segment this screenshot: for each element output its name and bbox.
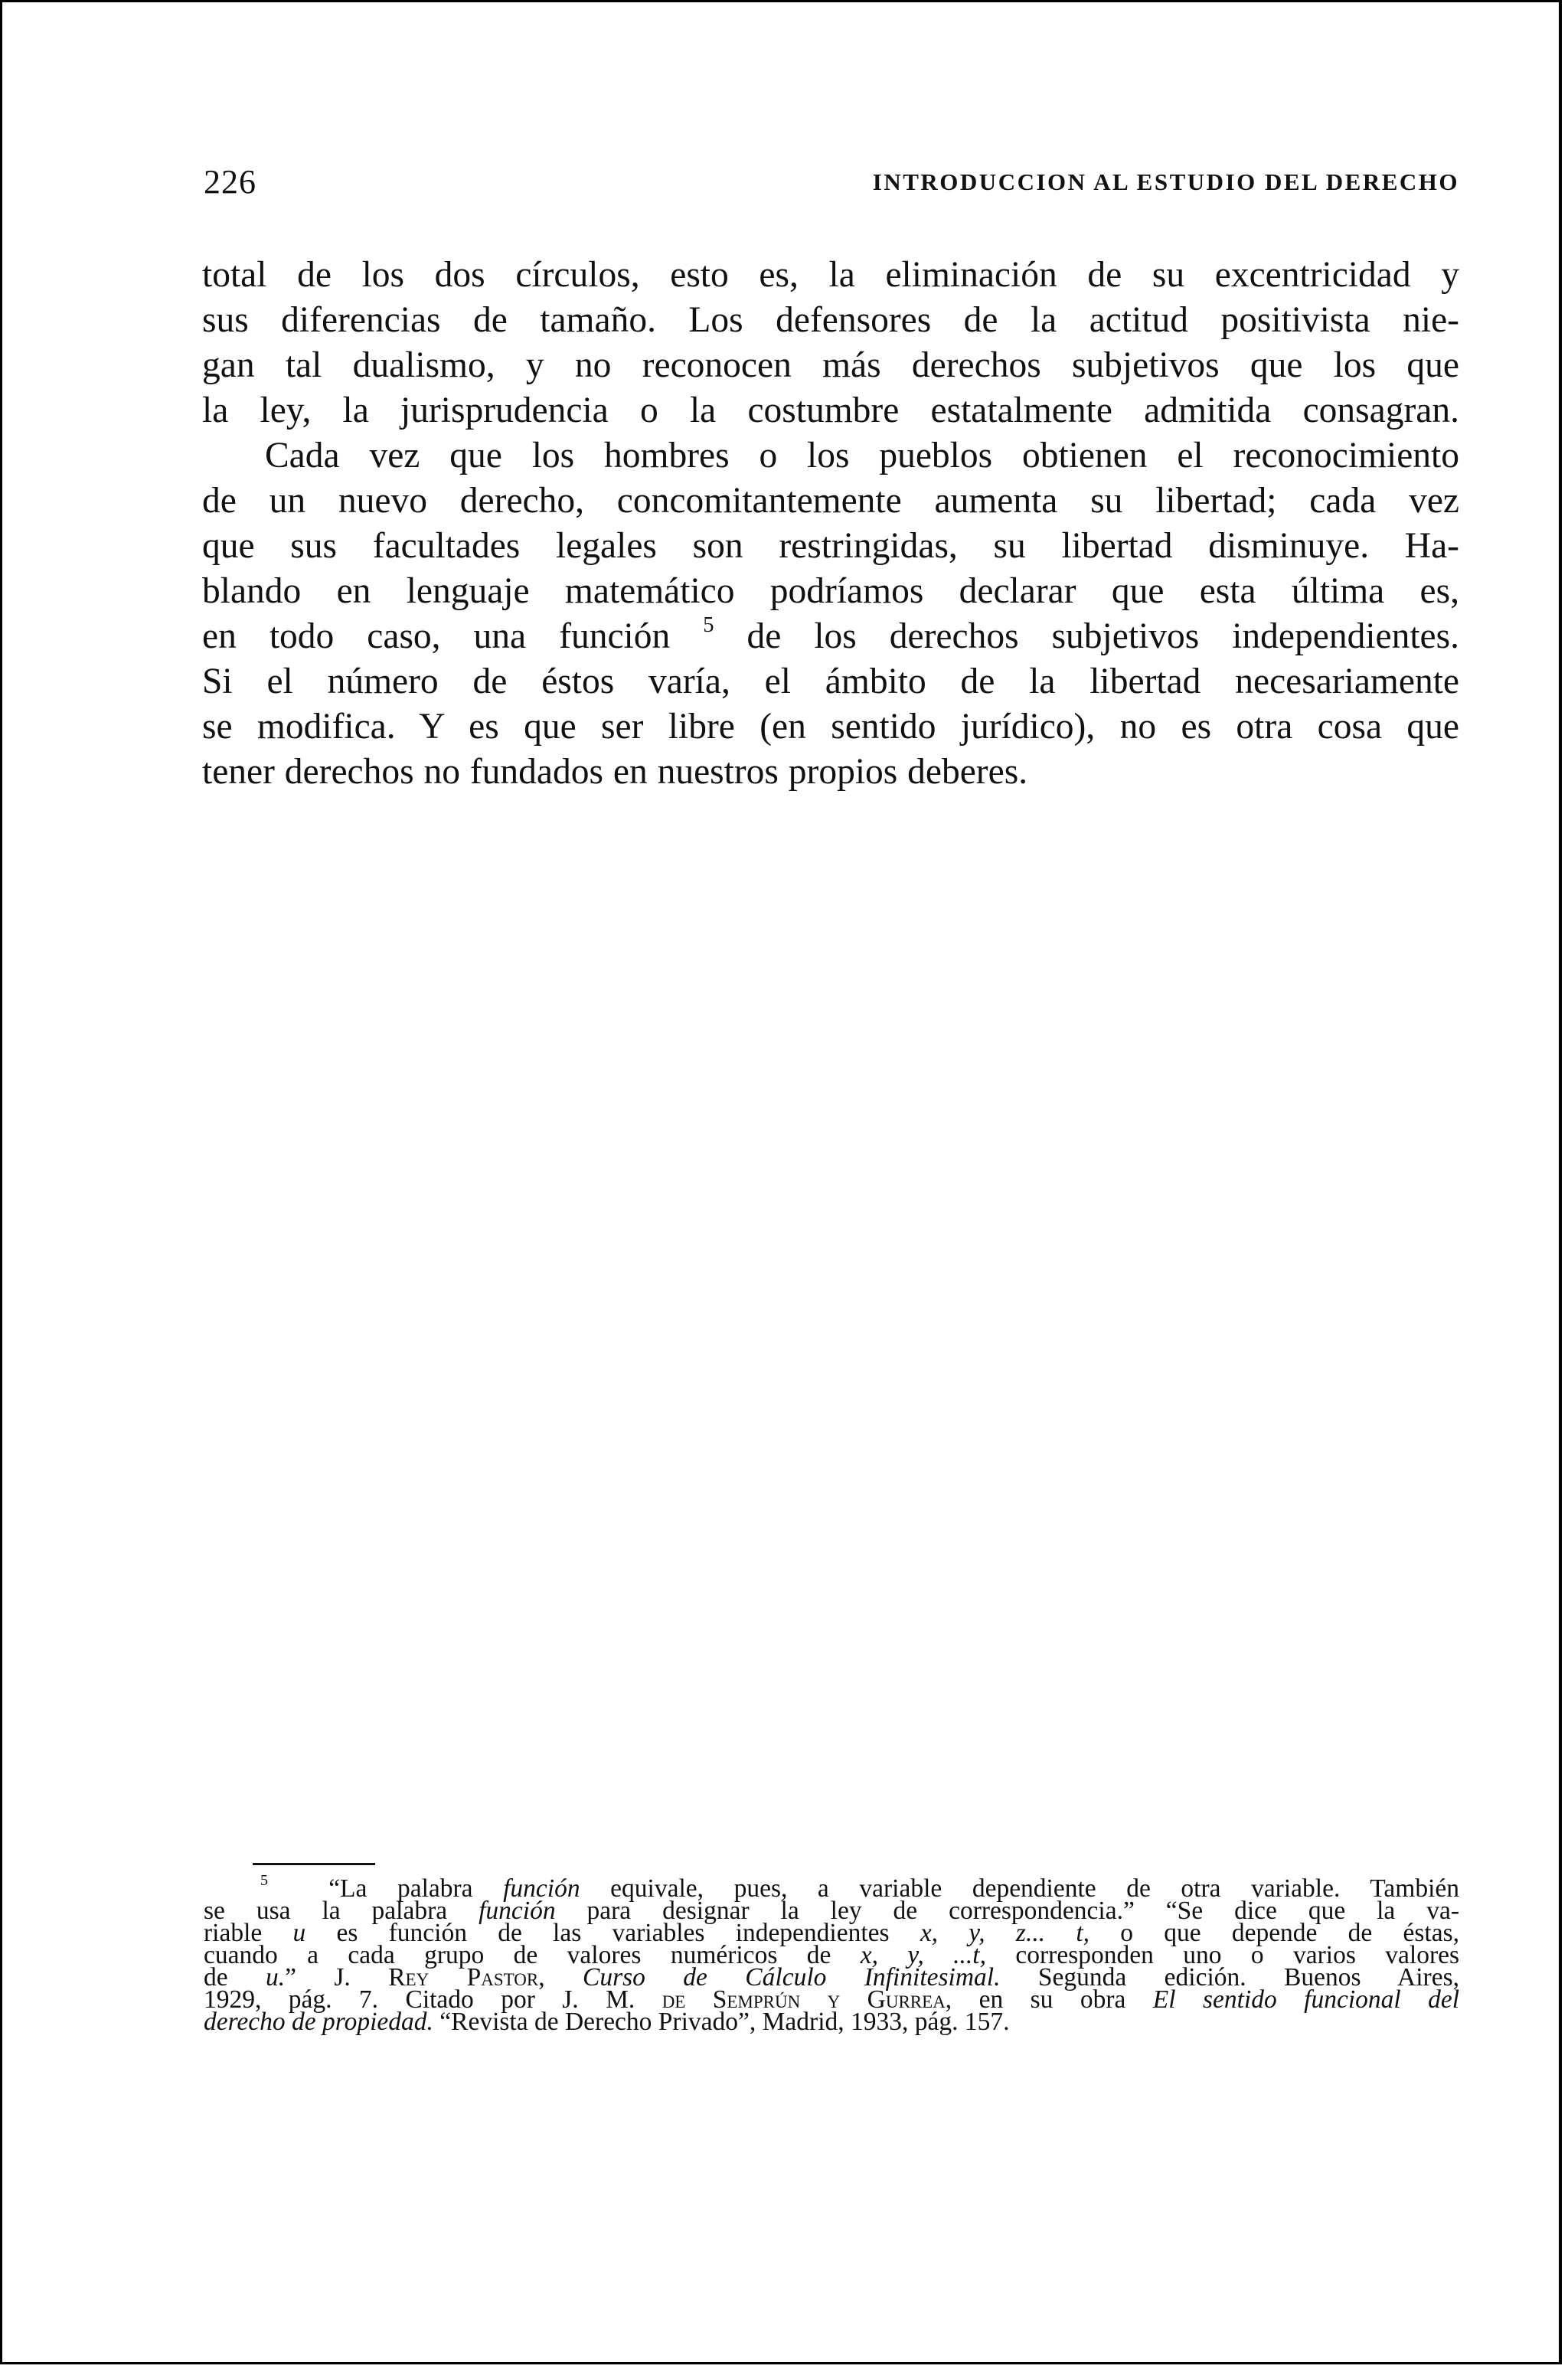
body-line: total de los dos círculos, esto es, la eliminación de su excentricidad y [202, 255, 1459, 295]
body-line-part: de los derechos subjetivos independientes. [746, 616, 1459, 656]
footnote-line: $^5$ “La palabra función equivale, pues, a variable dependiente de otra variable. También [260, 1871, 1460, 1903]
body-line: Si el número de éstos varía, el ámbito de la libertad necesariamente [202, 662, 1459, 701]
page-number: 226 [204, 163, 256, 201]
footnote-line: 1929, pág. 7. Citado por J. M. de Semprún y Gurrea, en su obra El sentido funcional del [204, 1985, 1460, 2014]
body-line-part: en todo caso, una función [202, 616, 671, 656]
body-line: tener derechos no fundados en nuestros propios deberes. [202, 752, 1028, 792]
footnote-line: se usa la palabra función para designar la ley de correspondencia.” “Se dice que la va- [204, 1897, 1460, 1925]
footnote-line: cuando a cada grupo de valores numéricos de x, y, ...t, corresponden uno o varios valores [204, 1941, 1460, 1969]
body-line [202, 614, 1459, 659]
footnote-line: de u.” J. Rey Pastor, Curso de Cálculo Infinitesimal. Segunda edición. Buenos Aires, [204, 1963, 1459, 1992]
body-line: que sus facultades legales son restringidas, su libertad disminuye. Ha- [202, 526, 1459, 566]
footnote-line: riable u es función de las variables independientes x, y, z... t, o que depende de éstas, [204, 1919, 1460, 1947]
body-line: blando en lenguaje matemático podríamos declarar que esta última es, [202, 571, 1459, 611]
footnote-rule [253, 1863, 375, 1865]
footnote-line: derecho de propiedad. “Revista de Derecho Privado”, Madrid, 1933, pág. 157. [204, 2008, 1010, 2036]
running-title: INTRODUCCION AL ESTUDIO DEL DERECHO [872, 168, 1459, 195]
body-line: sus diferencias de tamaño. Los defensores de la actitud positivista nie- [202, 300, 1459, 340]
footnote-reference: 5 [703, 613, 714, 637]
footnote [204, 1871, 1460, 2036]
body-line: se modifica. Y es que ser libre (en sentido jurídico), no es otra cosa que [202, 707, 1459, 747]
footnote-number: 5 [260, 1871, 269, 1889]
body-text [202, 253, 1459, 795]
body-line: de un nuevo derecho, concomitantemente aumenta su libertad; cada vez [202, 481, 1459, 521]
body-line: Cada vez que los hombres o los pueblos obtienen el reconocimiento [265, 436, 1459, 475]
running-head [204, 162, 1459, 205]
body-line: gan tal dualismo, y no reconocen más derechos subjetivos que los que [202, 345, 1459, 385]
body-line: la ley, la jurisprudencia o la costumbre estatalmente admitida consagran. [202, 390, 1459, 430]
